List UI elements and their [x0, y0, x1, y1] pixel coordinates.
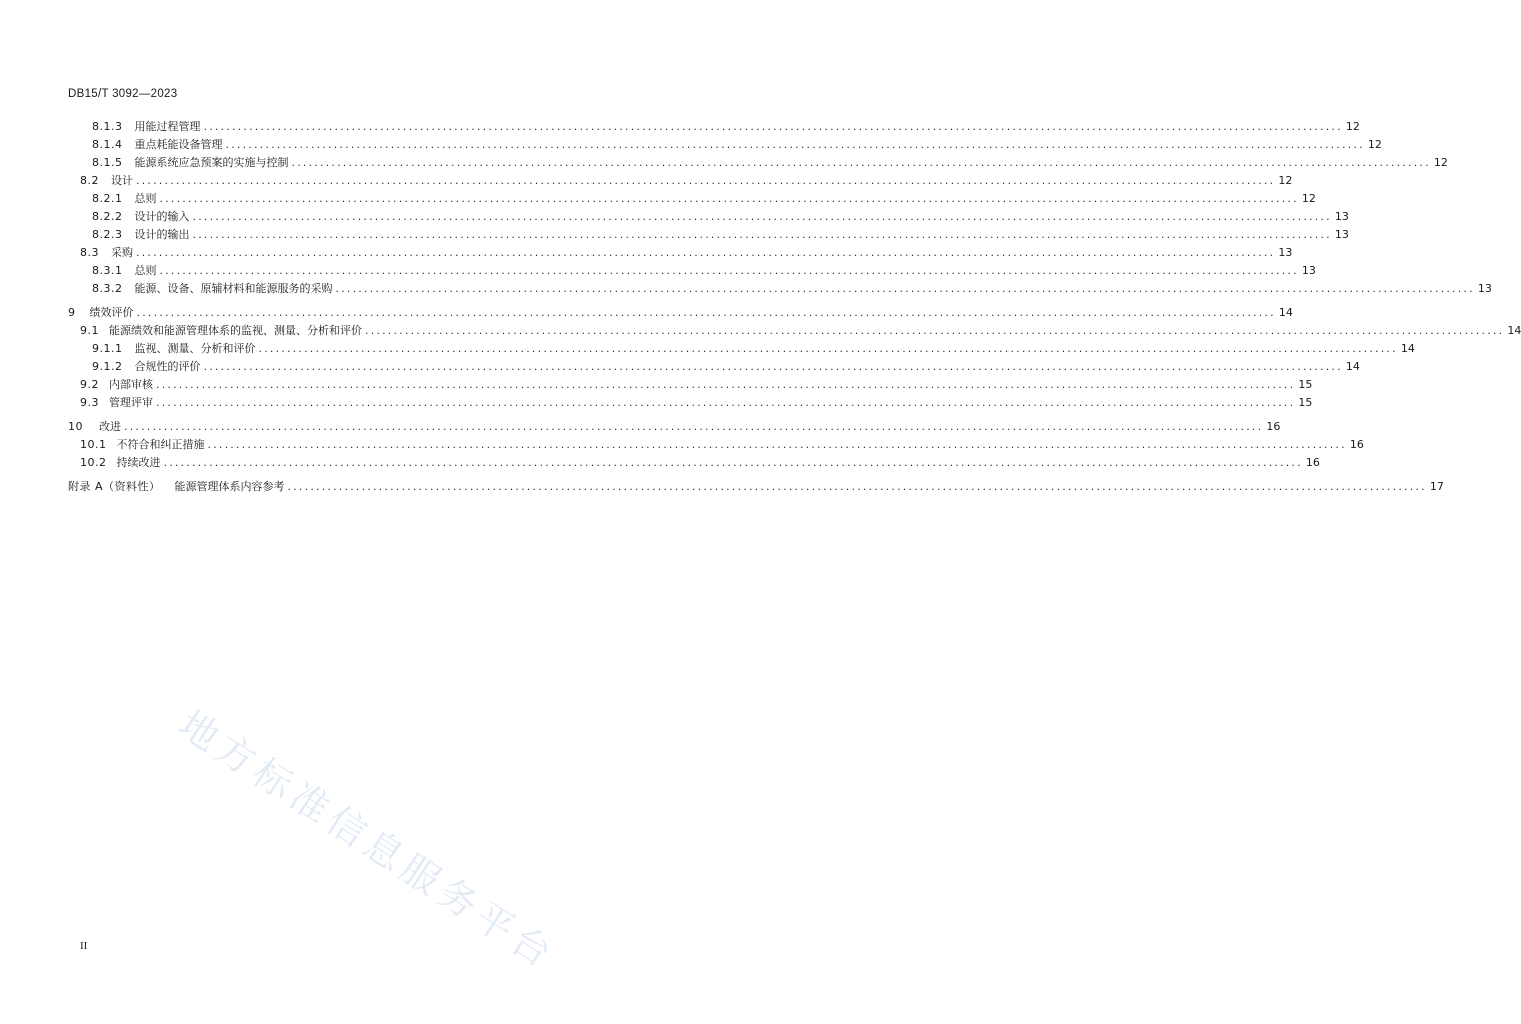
toc-leader-dots: ........................................................................................................................................................................................................ — [156, 378, 1296, 391]
toc-entry-title: 重点耗能设备管理 — [134, 138, 223, 151]
toc-entry-title: 能源管理体系内容参考 — [174, 480, 285, 493]
toc-entry-number: 9.1.2 — [92, 360, 123, 373]
toc-entry[interactable] — [92, 262, 1316, 280]
toc-entry-title: 监视、测量、分析和评价 — [134, 342, 256, 355]
toc-entry-page: 17 — [1429, 480, 1444, 493]
toc-entry-page: 12 — [1345, 120, 1360, 133]
toc-entry[interactable] — [92, 208, 1349, 226]
toc-leader-dots: ........................................................................................................................................................................................................ — [287, 480, 1427, 493]
toc-entry-title: 不符合和纠正措施 — [116, 438, 205, 451]
toc-entry-page: 12 — [1433, 156, 1448, 169]
toc-entry[interactable] — [92, 136, 1382, 154]
toc-entry-number: 9.1 — [80, 324, 99, 337]
toc-leader-dots: ........................................................................................................................................................................................................ — [203, 120, 1343, 133]
toc-entry-number: 10.2 — [80, 456, 107, 469]
toc-entry[interactable] — [92, 280, 1492, 298]
toc-leader-dots: ........................................................................................................................................................................................................ — [207, 438, 1347, 451]
toc-leader-dots: ........................................................................................................................................................................................................ — [192, 228, 1332, 241]
toc-entry-page: 12 — [1367, 138, 1382, 151]
toc-leader-dots: ........................................................................................................................................................................................................ — [163, 456, 1303, 469]
toc-entry-number: 9.2 — [80, 378, 99, 391]
toc-entry-title: 绩效评价 — [89, 306, 134, 319]
toc-entry[interactable] — [92, 340, 1415, 358]
toc-entry-title: 设计的输入 — [134, 210, 190, 223]
toc-entry-number: 8.2 — [80, 174, 99, 187]
toc-entry[interactable] — [80, 172, 1293, 190]
toc-entry-page: 13 — [1301, 264, 1316, 277]
toc-entry-page: 13 — [1278, 246, 1293, 259]
toc-entry-number: 8.1.3 — [92, 120, 123, 133]
toc-leader-dots: ........................................................................................................................................................................................................ — [335, 282, 1475, 295]
toc-entry[interactable] — [80, 436, 1364, 454]
toc-entry[interactable] — [92, 154, 1448, 172]
toc-entry-page: 13 — [1477, 282, 1492, 295]
toc-entry[interactable] — [80, 394, 1313, 412]
toc-entry-page: 14 — [1345, 360, 1360, 373]
toc-entry-title: 内部审核 — [109, 378, 153, 391]
toc-entry-title: 改进 — [99, 420, 121, 433]
toc-leader-dots: ........................................................................................................................................................................................................ — [365, 324, 1505, 337]
toc-leader-dots: ........................................................................................................................................................................................................ — [159, 264, 1299, 277]
toc-entry-number: 8.3 — [80, 246, 99, 259]
toc-entry[interactable] — [68, 418, 1281, 436]
toc-entry-page: 13 — [1334, 210, 1349, 223]
toc-entry-page: 16 — [1349, 438, 1364, 451]
toc-entry-title: 能源系统应急预案的实施与控制 — [134, 156, 289, 169]
toc-entry-title: 持续改进 — [116, 456, 161, 469]
toc-entry[interactable] — [92, 190, 1316, 208]
toc-entry[interactable] — [80, 376, 1313, 394]
toc-entry[interactable] — [80, 322, 1521, 340]
toc-entry-number: 8.2.3 — [92, 228, 123, 241]
toc-leader-dots: ........................................................................................................................................................................................................ — [225, 138, 1365, 151]
toc-leader-dots: ........................................................................................................................................................................................................ — [136, 246, 1276, 259]
toc-entry-page: 12 — [1301, 192, 1316, 205]
toc-entry-page: 14 — [1400, 342, 1415, 355]
toc-entry[interactable] — [92, 118, 1360, 136]
toc-entry-number: 8.3.2 — [92, 282, 123, 295]
toc-entry-number: 8.1.5 — [92, 156, 123, 169]
toc-entry[interactable] — [92, 226, 1349, 244]
toc-leader-dots: ........................................................................................................................................................................................................ — [156, 396, 1296, 409]
page-number-footer: II — [80, 940, 88, 952]
toc-entry-number: 8.2.2 — [92, 210, 123, 223]
toc-entry-number: 附录 A（资料性） — [68, 480, 161, 493]
toc-entry-page: 16 — [1266, 420, 1281, 433]
toc-entry-page: 15 — [1298, 378, 1313, 391]
toc-leader-dots: ........................................................................................................................................................................................................ — [136, 306, 1276, 319]
toc-leader-dots: ........................................................................................................................................................................................................ — [159, 192, 1299, 205]
toc-entry-page: 13 — [1334, 228, 1349, 241]
toc-entry-number: 9.3 — [80, 396, 99, 409]
toc-leader-dots: ........................................................................................................................................................................................................ — [124, 420, 1264, 433]
toc-entry[interactable] — [80, 244, 1293, 262]
toc-entry[interactable] — [68, 478, 1444, 496]
toc-entry-number: 10 — [68, 420, 83, 433]
toc-entry-page: 16 — [1305, 456, 1320, 469]
toc-entry-title: 能源绩效和能源管理体系的监视、测量、分析和评价 — [109, 324, 362, 337]
toc-entry-title: 合规性的评价 — [134, 360, 201, 373]
toc-entry-number: 8.3.1 — [92, 264, 123, 277]
toc-entry-title: 总则 — [134, 192, 157, 205]
toc-entry-page: 14 — [1278, 306, 1293, 319]
toc-entry-title: 能源、设备、原辅材料和能源服务的采购 — [134, 282, 333, 295]
toc-entry[interactable] — [92, 358, 1360, 376]
toc-entry-page: 12 — [1278, 174, 1293, 187]
toc-entry-number: 8.1.4 — [92, 138, 123, 151]
toc-leader-dots: ........................................................................................................................................................................................................ — [192, 210, 1332, 223]
toc-entry[interactable] — [80, 454, 1320, 472]
toc-leader-dots: ........................................................................................................................................................................................................ — [136, 174, 1276, 187]
toc-entry-title: 用能过程管理 — [134, 120, 201, 133]
toc-entry-title: 管理评审 — [109, 396, 153, 409]
toc-entry-page: 14 — [1507, 324, 1521, 337]
toc-entry-title: 设计 — [111, 174, 133, 187]
toc-entry-page: 15 — [1298, 396, 1313, 409]
toc-leader-dots: ........................................................................................................................................................................................................ — [291, 156, 1431, 169]
toc-entry[interactable] — [68, 304, 1293, 322]
toc-entry-title: 总则 — [134, 264, 157, 277]
toc-entry-number: 9.1.1 — [92, 342, 123, 355]
toc-entry-number: 9 — [68, 306, 76, 319]
document-code-header: DB15/T 3092—2023 — [68, 88, 178, 100]
toc-entry-title: 设计的输出 — [134, 228, 190, 241]
toc-leader-dots: ........................................................................................................................................................................................................ — [203, 360, 1343, 373]
toc-entry-title: 采购 — [111, 246, 133, 259]
watermark-text: 地方标准信息服务平台 — [171, 701, 565, 979]
toc-entry-number: 10.1 — [80, 438, 107, 451]
toc-leader-dots: ........................................................................................................................................................................................................ — [258, 342, 1398, 355]
toc-entry-number: 8.2.1 — [92, 192, 123, 205]
